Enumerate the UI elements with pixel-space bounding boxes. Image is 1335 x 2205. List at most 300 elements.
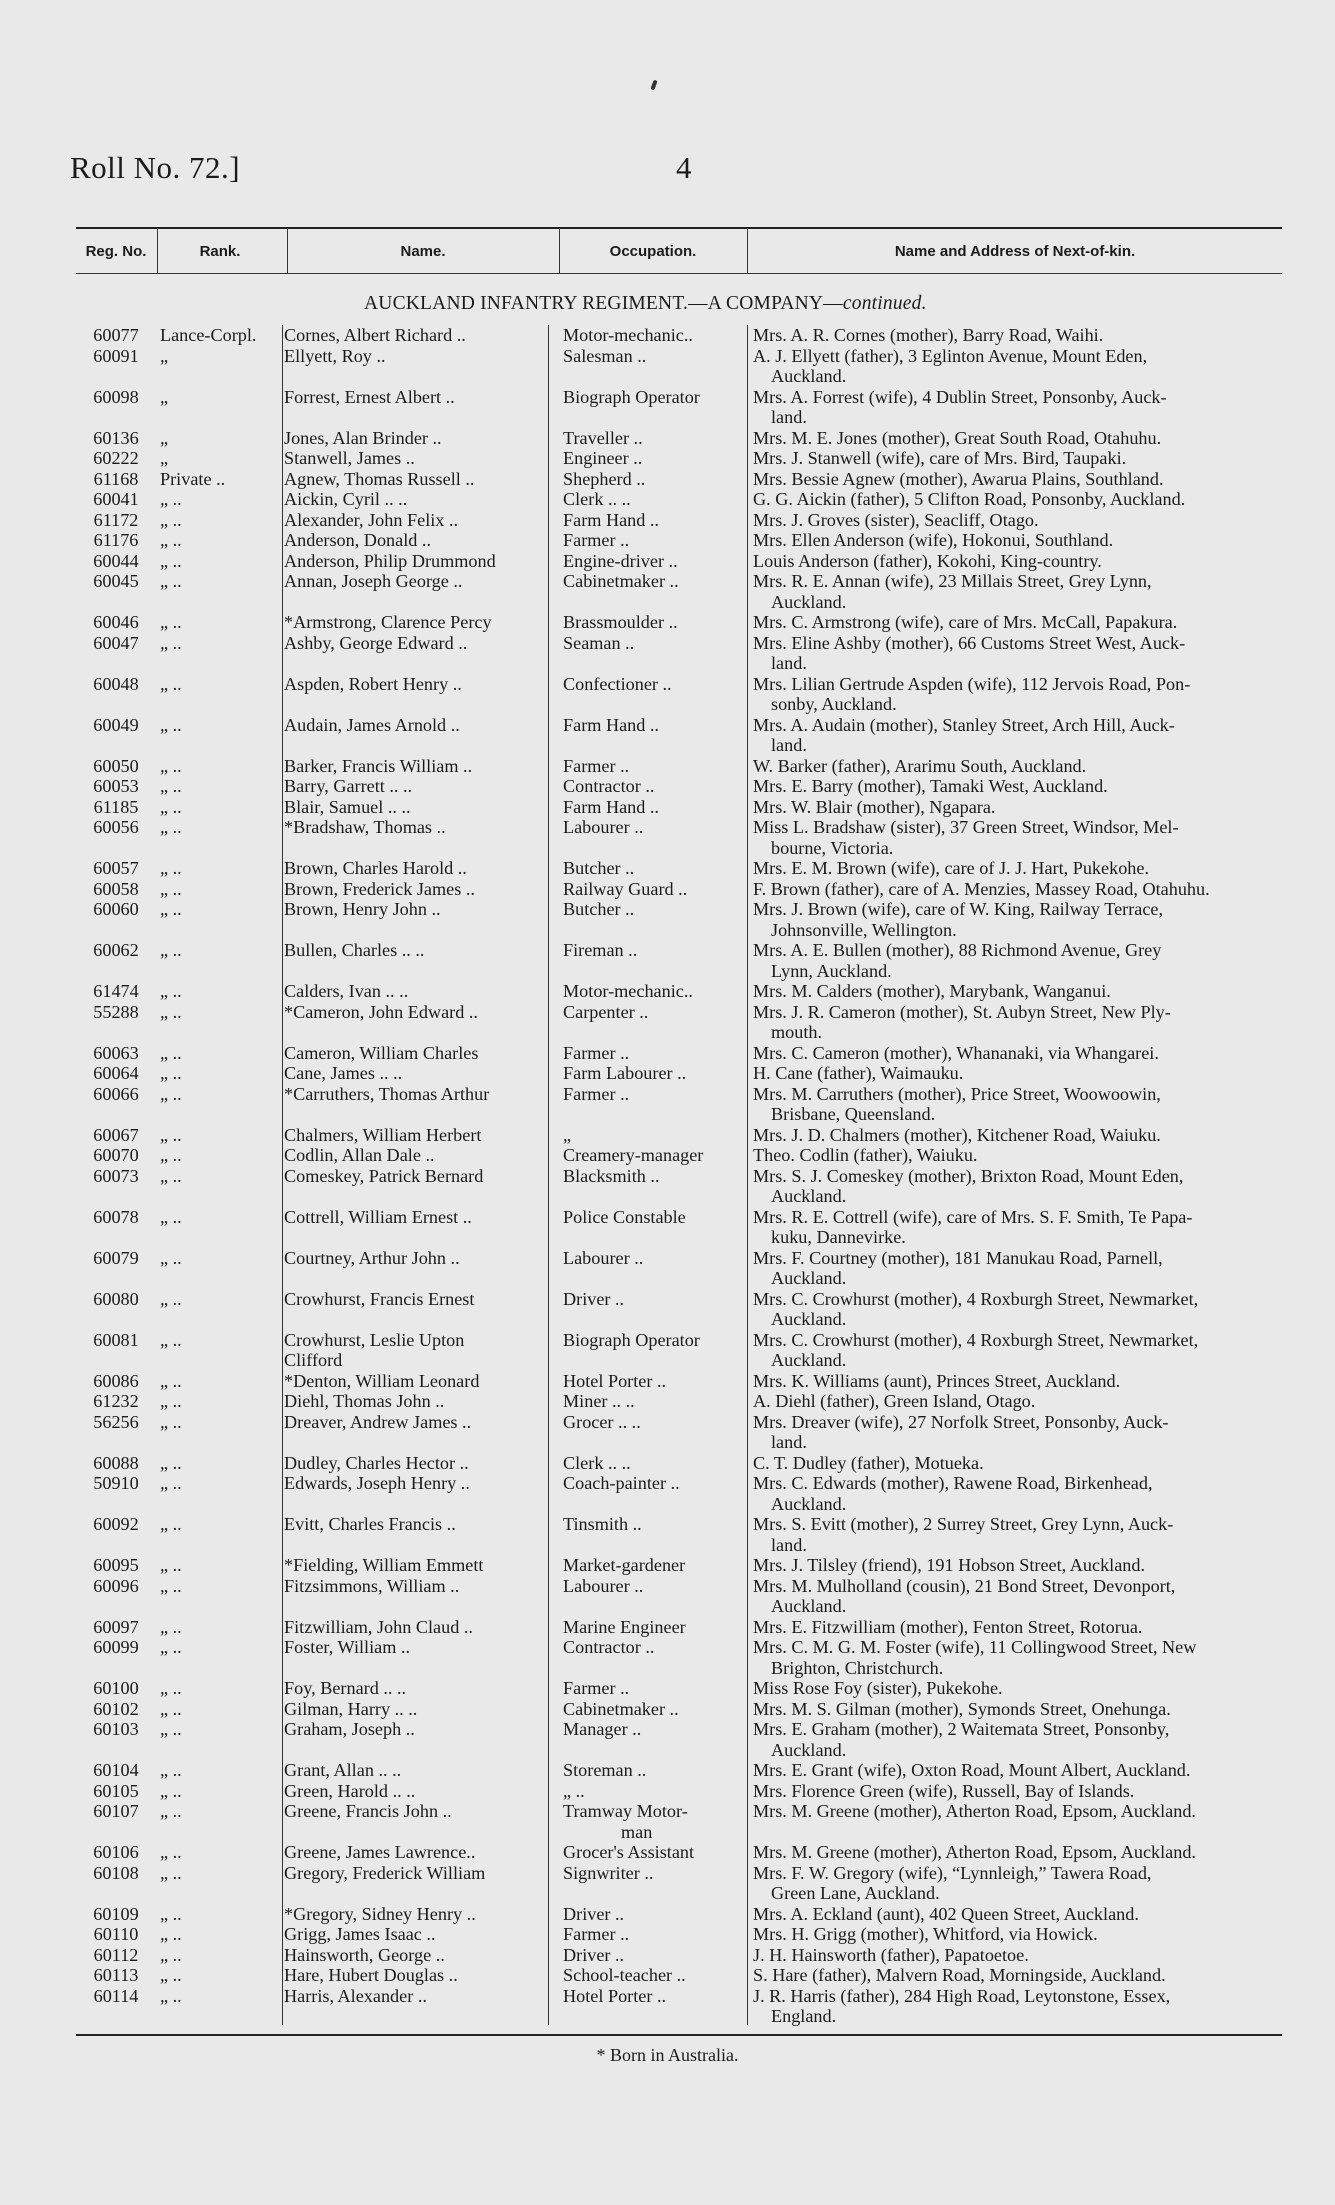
column-divider-occupation: [548, 325, 549, 2025]
section-title-continued: continued.: [842, 293, 927, 314]
occupation: [563, 1965, 735, 1986]
occupation-line: Miner .. ..: [563, 1391, 635, 1411]
soldier-name-line: Hainsworth, George ..: [284, 1944, 445, 1965]
soldier-name: [284, 1391, 542, 1412]
occupation: [563, 1945, 735, 1966]
next-of-kin: [753, 1781, 1283, 1802]
soldier-name-line: Courtney, Arthur John ..: [284, 1247, 460, 1268]
reg-number: 60114: [93, 1985, 139, 2006]
occupation-line: Hotel Porter ..: [563, 1370, 667, 1391]
occupation: [563, 1617, 735, 1638]
occupation-line: Shepherd ..: [563, 468, 646, 489]
soldier-name: [284, 817, 542, 838]
reg-number: 61176: [93, 530, 139, 550]
next-of-kin: [753, 489, 1283, 510]
soldier-name: [284, 879, 542, 900]
next-of-kin-line: Mrs. M. E. Jones (mother), Great South Road, Otahuhu.: [753, 427, 1162, 448]
soldier-name-line: Ashby, George Edward ..: [284, 632, 468, 653]
reg-number: 60104: [93, 1760, 139, 1780]
soldier-name: [284, 530, 542, 551]
reg-number: 60053: [93, 776, 139, 796]
next-of-kin: [753, 510, 1283, 531]
reg-number: 60079: [93, 1247, 139, 1268]
reg-number: 60050: [93, 755, 139, 776]
next-of-kin-line: land.: [771, 407, 807, 427]
occupation-line: Clerk .. ..: [563, 1452, 631, 1473]
rank: „ ..: [160, 1247, 182, 1268]
soldier-name: [284, 1781, 542, 1802]
next-of-kin: [753, 797, 1283, 818]
reg-number: 60047: [93, 632, 139, 653]
column-divider-name: [282, 325, 283, 2025]
occupation: [563, 715, 735, 736]
next-of-kin-line: Mrs. C. M. G. M. Foster (wife), 11 Collingwood Street, New: [753, 1637, 1197, 1657]
soldier-name-line: Barry, Garrett .. ..: [284, 776, 413, 796]
next-of-kin: [753, 1391, 1283, 1412]
rank: „ ..: [160, 1391, 182, 1411]
rank: „ ..: [160, 1001, 182, 1022]
next-of-kin: [753, 1473, 1283, 1514]
next-of-kin: [753, 1330, 1283, 1371]
soldier-name: [284, 633, 542, 654]
occupation: [563, 1166, 735, 1187]
rank: „ ..: [160, 1083, 182, 1104]
soldier-name: [284, 1453, 542, 1474]
reg-number: 60066: [93, 1083, 139, 1104]
occupation: [563, 1084, 735, 1105]
soldier-name-line: Grigg, James Isaac ..: [284, 1924, 436, 1944]
reg-number: 60113: [93, 1965, 139, 1985]
soldier-name-line: *Carruthers, Thomas Arthur: [284, 1083, 490, 1104]
next-of-kin-line: Auckland.: [771, 1186, 847, 1206]
soldier-name: [284, 510, 542, 531]
soldier-name-line: Harris, Alexander ..: [284, 1985, 427, 2006]
soldier-name-line: Blair, Samuel .. ..: [284, 796, 411, 817]
next-of-kin-line: Mrs. Dreaver (wife), 27 Norfolk Street, Ponsonby, Auck-: [753, 1411, 1169, 1432]
soldier-name-line: Diehl, Thomas John ..: [284, 1391, 445, 1411]
occupation-line: Engine-driver ..: [563, 550, 678, 571]
next-of-kin-line: Miss Rose Foy (sister), Pukekohe.: [753, 1678, 1003, 1698]
occupation-line: man: [621, 1821, 653, 1842]
reg-number: 61168: [93, 468, 139, 489]
occupation-line: Contractor ..: [563, 1637, 655, 1657]
occupation: [563, 1473, 735, 1494]
soldier-name: [284, 776, 542, 797]
occupation: [563, 756, 735, 777]
rank: „ ..: [160, 1206, 182, 1227]
occupation: [563, 1043, 735, 1064]
occupation-line: Butcher ..: [563, 899, 635, 919]
occupation-line: Farmer ..: [563, 530, 630, 550]
rank: „ ..: [160, 1698, 182, 1719]
top-rule: [76, 227, 1282, 229]
occupation: [563, 1924, 735, 1945]
soldier-name: [284, 1945, 542, 1966]
next-of-kin: [753, 1371, 1283, 1392]
occupation-line: Grocer .. ..: [563, 1411, 641, 1432]
next-of-kin-line: Mrs. S. J. Comeskey (mother), Brixton Road, Mount Eden,: [753, 1165, 1184, 1186]
soldier-name-line: *Armstrong, Clarence Percy: [284, 612, 492, 632]
occupation-line: Marine Engineer: [563, 1616, 686, 1637]
soldier-name-line: Greene, Francis John ..: [284, 1801, 452, 1821]
reg-number: 60095: [93, 1555, 139, 1575]
occupation: [563, 1289, 735, 1310]
soldier-name-line: Edwards, Joseph Henry ..: [284, 1473, 470, 1493]
soldier-name: [284, 1412, 542, 1433]
next-of-kin-line: Louis Anderson (father), Kokohi, King-country.: [753, 550, 1102, 571]
occupation-line: Labourer ..: [563, 817, 644, 837]
next-of-kin-line: Mrs. S. Evitt (mother), 2 Surrey Street, Grey Lynn, Auck-: [753, 1514, 1174, 1534]
soldier-name-line: Clifford: [284, 1350, 343, 1370]
rank: „ ..: [160, 1801, 182, 1821]
occupation-line: Railway Guard ..: [563, 878, 688, 899]
occupation: [563, 858, 735, 879]
rank: „ ..: [160, 899, 182, 919]
reg-number: 60078: [93, 1206, 139, 1227]
occupation-line: Tinsmith ..: [563, 1514, 642, 1534]
next-of-kin: [753, 448, 1283, 469]
next-of-kin: [753, 899, 1283, 940]
next-of-kin-line: Green Lane, Auckland.: [771, 1883, 940, 1903]
occupation: [563, 776, 735, 797]
next-of-kin: [753, 1576, 1283, 1617]
next-of-kin-line: Auckland.: [771, 366, 847, 386]
next-of-kin-line: Mrs. Eline Ashby (mother), 66 Customs Street West, Auck-: [753, 632, 1186, 653]
rank: „: [160, 386, 169, 407]
occupation-line: Motor-mechanic..: [563, 981, 693, 1001]
occupation-line: Farmer ..: [563, 1083, 630, 1104]
reg-number: 60057: [93, 858, 139, 878]
rank: „ ..: [160, 1678, 182, 1698]
occupation: [563, 674, 735, 695]
occupation-line: Signwriter ..: [563, 1862, 654, 1883]
next-of-kin-line: Mrs. C. Crowhurst (mother), 4 Roxburgh Street, Newmarket,: [753, 1288, 1199, 1309]
occupation: [563, 899, 735, 920]
next-of-kin-line: Brighton, Christchurch.: [771, 1657, 944, 1678]
next-of-kin-line: G. G. Aickin (father), 5 Clifton Road, Ponsonby, Auckland.: [753, 489, 1186, 509]
rank: „ ..: [160, 1452, 182, 1473]
next-of-kin: [753, 1678, 1283, 1699]
occupation-line: Storeman ..: [563, 1760, 647, 1780]
soldier-name: [284, 1125, 542, 1146]
occupation: [563, 1904, 735, 1925]
occupation-line: Driver ..: [563, 1944, 625, 1965]
occupation: [563, 1842, 735, 1863]
rank: „ ..: [160, 1473, 182, 1493]
soldier-name-line: Barker, Francis William ..: [284, 755, 473, 776]
next-of-kin-line: Mrs. J. Tilsley (friend), 191 Hobson Street, Auckland.: [753, 1555, 1146, 1575]
soldier-name-line: Dudley, Charles Hector ..: [284, 1452, 469, 1473]
occupation-line: Fireman ..: [563, 940, 638, 960]
reg-number: 60070: [93, 1145, 139, 1165]
soldier-name-line: Cottrell, William Ernest ..: [284, 1206, 472, 1227]
rank: „ ..: [160, 1063, 182, 1083]
occupation-line: Cabinetmaker ..: [563, 571, 679, 591]
soldier-name: [284, 551, 542, 572]
soldier-name: [284, 715, 542, 736]
column-header-next-of-kin: Name and Address of Next-of-kin.: [894, 242, 1136, 260]
rank: „ ..: [160, 878, 182, 899]
next-of-kin-line: Mrs. Bessie Agnew (mother), Awarua Plains, Southland.: [753, 468, 1164, 489]
reg-number: 60106: [93, 1842, 139, 1862]
next-of-kin: [753, 1125, 1283, 1146]
occupation: [563, 1678, 735, 1699]
next-of-kin-line: Mrs. M. Mulholland (cousin), 21 Bond Street, Devonport,: [753, 1575, 1176, 1596]
soldier-name: [284, 797, 542, 818]
next-of-kin: [753, 1514, 1283, 1555]
soldier-name: [284, 428, 542, 449]
next-of-kin-line: J. R. Harris (father), 284 High Road, Leytonstone, Essex,: [753, 1985, 1171, 2006]
soldier-name: [284, 1084, 542, 1105]
occupation: [563, 612, 735, 633]
next-of-kin-line: Mrs. C. Armstrong (wife), care of Mrs. McCall, Papakura.: [753, 612, 1178, 632]
next-of-kin: [753, 1084, 1283, 1125]
rank: „ ..: [160, 530, 182, 550]
soldier-name: [284, 1863, 542, 1884]
reg-number: 60058: [93, 878, 139, 899]
occupation-line: Salesman ..: [563, 345, 647, 366]
rank: „ ..: [160, 858, 182, 878]
soldier-name-line: Forrest, Ernest Albert ..: [284, 386, 455, 407]
occupation-line: Market-gardener: [563, 1555, 686, 1575]
next-of-kin-line: England.: [771, 2006, 837, 2026]
occupation: [563, 346, 735, 367]
soldier-name: [284, 1576, 542, 1597]
occupation: [563, 1514, 735, 1535]
reg-number: 61185: [93, 796, 139, 817]
reg-number: 60064: [93, 1063, 139, 1083]
soldier-name-line: Jones, Alan Brinder ..: [284, 427, 442, 448]
rank: „ ..: [160, 755, 182, 776]
rank: „ ..: [160, 1042, 182, 1063]
occupation-line: Grocer's Assistant: [563, 1842, 695, 1862]
next-of-kin: [753, 1002, 1283, 1043]
occupation: [563, 469, 735, 490]
next-of-kin-line: Mrs. Ellen Anderson (wife), Hokonui, Southland.: [753, 530, 1114, 550]
next-of-kin: [753, 776, 1283, 797]
soldier-name-line: Fitzsimmons, William ..: [284, 1575, 460, 1596]
occupation: [563, 571, 735, 592]
next-of-kin-line: Mrs. A. Eckland (aunt), 402 Queen Street, Auckland.: [753, 1903, 1139, 1924]
soldier-name: [284, 1760, 542, 1781]
occupation: [563, 1002, 735, 1023]
next-of-kin-line: mouth.: [771, 1022, 823, 1042]
occupation: [563, 1637, 735, 1658]
occupation-line: Engineer ..: [563, 448, 643, 468]
next-of-kin: [753, 1289, 1283, 1330]
rank: Lance-Corpl.: [160, 325, 257, 345]
reg-number: 60097: [93, 1616, 139, 1637]
reg-number: 60092: [93, 1514, 139, 1534]
rank: „ ..: [160, 940, 182, 960]
next-of-kin-line: Mrs. H. Grigg (mother), Whitford, via Howick.: [753, 1924, 1098, 1944]
rank: „ ..: [160, 632, 182, 653]
next-of-kin: [753, 612, 1283, 633]
next-of-kin-line: Mrs. C. Edwards (mother), Rawene Road, Birkenhead,: [753, 1473, 1153, 1493]
next-of-kin-line: W. Barker (father), Ararimu South, Auckland.: [753, 755, 1087, 776]
next-of-kin: [753, 879, 1283, 900]
soldier-name: [284, 981, 542, 1002]
header-divider: [559, 228, 560, 273]
next-of-kin-line: Mrs. A. R. Cornes (mother), Barry Road, Waihi.: [753, 325, 1104, 345]
soldier-name-line: *Bradshaw, Thomas ..: [284, 817, 446, 837]
occupation-line: Farmer ..: [563, 1924, 630, 1944]
rank: „ ..: [160, 1862, 182, 1883]
reg-number: 60222: [93, 448, 139, 468]
next-of-kin: [753, 1166, 1283, 1207]
next-of-kin-line: Mrs. J. Brown (wife), care of W. King, Railway Terrace,: [753, 899, 1164, 919]
next-of-kin: [753, 940, 1283, 981]
next-of-kin: [753, 1555, 1283, 1576]
rank: „ ..: [160, 1760, 182, 1780]
occupation: [563, 1412, 735, 1433]
next-of-kin-line: Mrs. M. Carruthers (mother), Price Street, Woowoowin,: [753, 1083, 1161, 1104]
next-of-kin-line: Mrs. M. S. Gilman (mother), Symonds Street, Onehunga.: [753, 1698, 1171, 1719]
reg-number: 60096: [93, 1575, 139, 1596]
next-of-kin: [753, 1986, 1283, 2027]
soldier-name-line: Graham, Joseph ..: [284, 1719, 415, 1739]
bottom-rule: [76, 2034, 1282, 2036]
occupation-line: Butcher ..: [563, 858, 635, 878]
ink-speck: [650, 80, 657, 91]
reg-number: 60100: [93, 1678, 139, 1698]
soldier-name-line: Hare, Hubert Douglas ..: [284, 1965, 458, 1985]
occupation: [563, 633, 735, 654]
soldier-name: [284, 1514, 542, 1535]
next-of-kin: [753, 387, 1283, 428]
rank: „ ..: [160, 1985, 182, 2006]
occupation-line: Brassmoulder ..: [563, 612, 678, 632]
next-of-kin-line: Mrs. C. Cameron (mother), Whananaki, via Whangarei.: [753, 1042, 1159, 1063]
next-of-kin: [753, 530, 1283, 551]
next-of-kin-line: kuku, Dannevirke.: [771, 1227, 906, 1247]
reg-number: 60080: [93, 1288, 139, 1309]
next-of-kin-line: Auckland.: [771, 591, 847, 612]
rank: „: [160, 345, 169, 366]
occupation: [563, 940, 735, 961]
soldier-name: [284, 1002, 542, 1023]
next-of-kin-line: land.: [771, 1534, 807, 1555]
next-of-kin-line: Mrs. M. Calders (mother), Marybank, Wanganui.: [753, 981, 1111, 1001]
soldier-name: [284, 1924, 542, 1945]
rank: „ ..: [160, 1965, 182, 1985]
occupation: [563, 817, 735, 838]
rank: „ ..: [160, 1288, 182, 1309]
soldier-name-line: Aspden, Robert Henry ..: [284, 673, 462, 694]
soldier-name-line: Gilman, Harry .. ..: [284, 1698, 418, 1719]
occupation: [563, 1371, 735, 1392]
soldier-name: [284, 1248, 542, 1269]
next-of-kin: [753, 633, 1283, 674]
next-of-kin-line: Auckland.: [771, 1268, 847, 1288]
next-of-kin: [753, 346, 1283, 387]
rank: „: [160, 427, 169, 448]
footnote: * Born in Australia.: [596, 2045, 739, 2065]
soldier-name-line: Cornes, Albert Richard ..: [284, 325, 466, 345]
occupation: [563, 1207, 735, 1228]
next-of-kin: [753, 1760, 1283, 1781]
next-of-kin-line: Brisbane, Queensland.: [771, 1104, 936, 1124]
occupation-line: Driver ..: [563, 1903, 625, 1924]
next-of-kin-line: Mrs. W. Blair (mother), Ngapara.: [753, 796, 996, 817]
occupation: [563, 1863, 735, 1884]
rank: „ ..: [160, 1514, 182, 1534]
soldier-name-line: Aickin, Cyril .. ..: [284, 489, 408, 509]
reg-number: 60062: [93, 940, 139, 960]
soldier-name-line: Brown, Charles Harold ..: [284, 858, 467, 878]
rank: „ ..: [160, 1903, 182, 1924]
rank: „ ..: [160, 981, 182, 1001]
soldier-name: [284, 325, 542, 346]
next-of-kin-line: H. Cane (father), Waimauku.: [753, 1063, 964, 1083]
reg-number: 60045: [93, 571, 139, 591]
rank: Private ..: [160, 468, 226, 489]
occupation: [563, 1760, 735, 1781]
occupation: [563, 1063, 735, 1084]
next-of-kin-line: S. Hare (father), Malvern Road, Morningside, Auckland.: [753, 1965, 1166, 1985]
soldier-name-line: Cameron, William Charles: [284, 1042, 479, 1063]
next-of-kin: [753, 1965, 1283, 1986]
next-of-kin-line: Mrs. E. Fitzwilliam (mother), Fenton Street, Rotorua.: [753, 1616, 1143, 1637]
soldier-name: [284, 1904, 542, 1925]
next-of-kin: [753, 674, 1283, 715]
soldier-name: [284, 1965, 542, 1986]
occupation: [563, 1330, 735, 1351]
next-of-kin-line: Mrs. M. Greene (mother), Atherton Road, Epsom, Auckland.: [753, 1801, 1196, 1821]
next-of-kin: [753, 756, 1283, 777]
soldier-name: [284, 940, 542, 961]
roll-label: Roll No. 72.]: [70, 150, 241, 185]
next-of-kin-line: Auckland.: [771, 1596, 847, 1616]
reg-number: 60105: [93, 1780, 139, 1801]
next-of-kin-line: Auckland.: [771, 1309, 847, 1329]
next-of-kin-line: Mrs. Florence Green (wife), Russell, Bay of Islands.: [753, 1780, 1135, 1801]
occupation-line: Blacksmith ..: [563, 1165, 660, 1186]
soldier-name-line: Evitt, Charles Francis ..: [284, 1514, 456, 1534]
rank: „ ..: [160, 1124, 182, 1145]
occupation: [563, 1719, 735, 1740]
soldier-name-line: Dreaver, Andrew James ..: [284, 1411, 472, 1432]
soldier-name-line: *Denton, William Leonard: [284, 1370, 480, 1391]
next-of-kin-line: bourne, Victoria.: [771, 837, 894, 858]
soldier-name: [284, 612, 542, 633]
occupation-line: Biograph Operator: [563, 1329, 700, 1350]
soldier-name-line: Agnew, Thomas Russell ..: [284, 468, 475, 489]
reg-number: 60103: [93, 1719, 139, 1739]
soldier-name: [284, 1699, 542, 1720]
reg-number: 61172: [93, 509, 139, 530]
next-of-kin: [753, 1043, 1283, 1064]
soldier-name: [284, 346, 542, 367]
reg-number: 60073: [93, 1165, 139, 1186]
next-of-kin-line: Lynn, Auckland.: [771, 960, 892, 981]
next-of-kin-line: Mrs. M. Greene (mother), Atherton Road, Epsom, Auckland.: [753, 1842, 1196, 1862]
next-of-kin-line: Mrs. J. R. Cameron (mother), St. Aubyn Street, New Ply-: [753, 1001, 1171, 1022]
occupation: [563, 1986, 735, 2007]
rank: „ ..: [160, 714, 182, 735]
occupation-line: Creamery-manager: [563, 1145, 704, 1165]
occupation-line: Driver ..: [563, 1288, 625, 1309]
reg-number: 60099: [93, 1637, 139, 1657]
soldier-name: [284, 469, 542, 490]
next-of-kin: [753, 428, 1283, 449]
soldier-name: [284, 756, 542, 777]
soldier-name-line: Stanwell, James ..: [284, 448, 415, 468]
column-divider-kin: [747, 325, 748, 2025]
reg-number: 60098: [93, 386, 139, 407]
occupation-line: Farm Hand ..: [563, 714, 659, 735]
occupation-line: Carpenter ..: [563, 1001, 649, 1022]
